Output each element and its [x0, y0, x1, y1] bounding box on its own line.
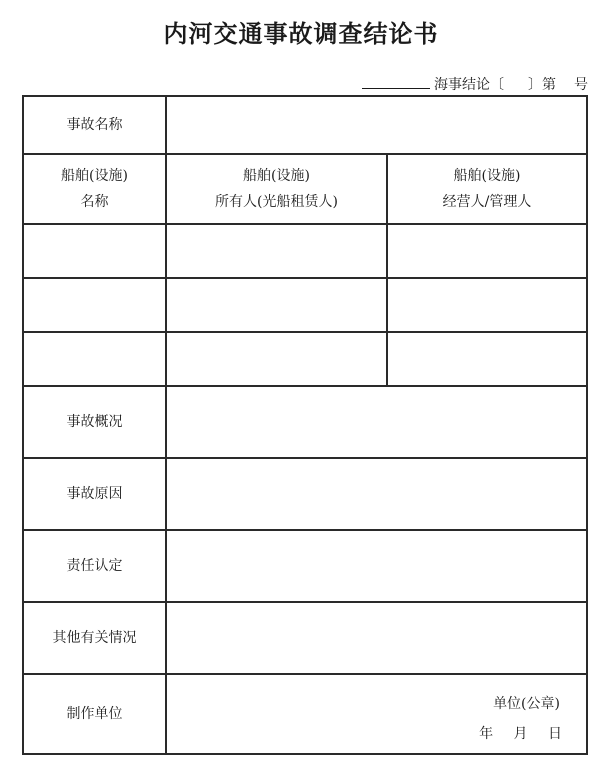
- accident-name-row: [23, 96, 587, 154]
- other-row: [23, 602, 587, 674]
- overview-field[interactable]: [166, 386, 587, 458]
- producer-label: 制作单位: [23, 674, 166, 754]
- vessel-owner-cell[interactable]: [166, 332, 387, 386]
- doc-number-middle: 〕第: [528, 77, 556, 93]
- vessel-operator-cell[interactable]: [387, 278, 587, 332]
- vessel-row: [23, 332, 587, 386]
- vessel-operator-header-line2: 经营人/管理人: [442, 194, 532, 210]
- accident-name-label: 事故名称: [23, 96, 166, 154]
- vessel-owner-cell[interactable]: [166, 278, 387, 332]
- cause-field[interactable]: [166, 458, 587, 530]
- accident-name-field[interactable]: [166, 96, 587, 154]
- vessel-name-cell[interactable]: [23, 224, 166, 278]
- vessel-operator-cell[interactable]: [387, 224, 587, 278]
- doc-number-blank[interactable]: [362, 88, 430, 89]
- vessel-operator-header-line1: 船舶(设施): [453, 168, 521, 184]
- vessel-owner-header-line1: 船舶(设施): [243, 168, 310, 184]
- vessel-owner-header-line2: 所有人(光船租赁人): [215, 194, 338, 210]
- vessel-row: [23, 224, 587, 278]
- cause-row: [23, 458, 587, 530]
- vessel-name-cell[interactable]: [23, 332, 166, 386]
- doc-number-suffix: 号: [574, 77, 588, 93]
- vessel-name-cell[interactable]: [23, 278, 166, 332]
- liability-field[interactable]: [166, 530, 587, 602]
- producer-field[interactable]: [166, 674, 587, 754]
- liability-label: 责任认定: [23, 530, 166, 602]
- cause-label: 事故原因: [23, 458, 166, 530]
- document-number: [362, 74, 588, 94]
- vessel-operator-cell[interactable]: [387, 332, 587, 386]
- overview-row: [23, 386, 587, 458]
- producer-row: [23, 674, 587, 754]
- vessel-operator-header: [387, 154, 587, 224]
- seal-label: 单位(公章): [493, 696, 560, 712]
- vessel-owner-header: [166, 154, 387, 224]
- vessel-header-row: [23, 154, 587, 224]
- vessel-name-header-line1: 船舶(设施): [61, 168, 128, 184]
- other-label: 其他有关情况: [23, 602, 166, 674]
- overview-label: 事故概况: [23, 386, 166, 458]
- vessel-owner-cell[interactable]: [166, 224, 387, 278]
- other-field[interactable]: [166, 602, 587, 674]
- document-title: 内河交通事故调查结论书: [163, 20, 439, 48]
- liability-row: [23, 530, 587, 602]
- vessel-row: [23, 278, 587, 332]
- date-label: 年 月 日: [479, 726, 562, 742]
- vessel-name-header-line2: 名称: [80, 194, 109, 210]
- doc-number-prefix: 海事结论〔: [434, 77, 504, 93]
- vessel-name-header: [23, 154, 166, 224]
- accident-conclusion-table: [22, 95, 588, 755]
